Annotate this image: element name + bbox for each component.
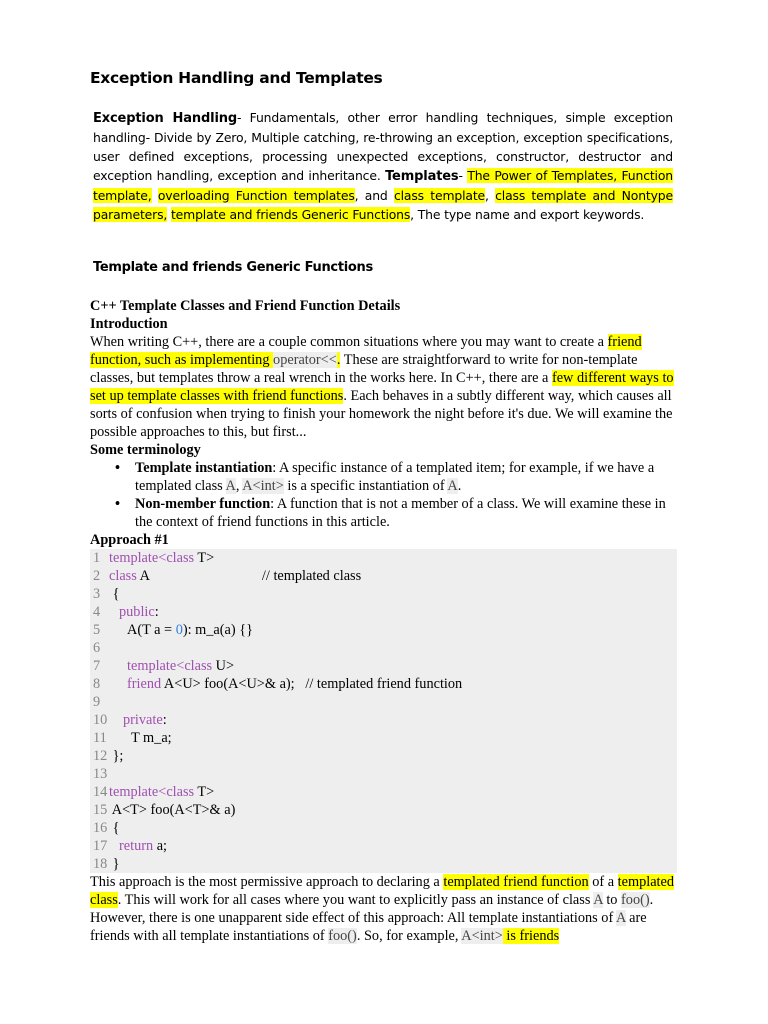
code-line: [93, 675, 677, 693]
intro-paragraph: [90, 333, 680, 441]
line-number: 11: [93, 730, 107, 746]
code-keyword: template: [109, 784, 159, 800]
line-number: 7: [93, 658, 101, 674]
code-line: [93, 801, 677, 819]
line-number: 6: [93, 640, 101, 656]
intro-text: These are straightforward to write for non-template classes, but templates throw a real wrench in the works here. In C++, there are a: [90, 352, 638, 386]
exception-text: - Fundamentals, other error handling techniques, simple exception handling- Divide by Zero, Multiple catching, re-throwing an exception, exception specifications, user defined exceptions, processing unexpected exceptions, constructor, destructor and exception handling, exception and inheritance.: [93, 110, 673, 183]
code-line: [93, 783, 677, 801]
highlight-class-template: class template: [393, 188, 485, 203]
inline-code: operator<<: [273, 352, 337, 368]
term-name: Template instantiation: [135, 460, 273, 476]
code-keyword: friend: [127, 676, 162, 692]
code-line: [93, 729, 677, 747]
line-number: 8: [93, 676, 101, 692]
inline-code: A<int>: [242, 478, 284, 494]
term-text: .: [457, 478, 462, 494]
terminology-list: [90, 459, 680, 531]
line-number: 3: [93, 586, 101, 602]
code-token: <: [158, 550, 167, 566]
inline-code: A: [593, 892, 603, 908]
code-keyword: template: [109, 550, 159, 566]
dash: -: [458, 168, 468, 183]
separator: ,: [485, 188, 496, 203]
term-text: is a specific instantiation of: [283, 478, 448, 494]
intro-text: . Each behaves in a subtly different way, which causes all sorts of confusion when trying to finish your homework the night before it's due. We will examine the possible approaches to this, but first...: [90, 388, 673, 440]
line-number: 9: [93, 694, 101, 710]
code-line: [93, 693, 677, 711]
intro-highlight: .: [336, 352, 341, 368]
code-keyword: class: [109, 568, 137, 584]
body-text: This approach is the most permissive approach to declaring a: [90, 874, 444, 890]
intro-heading: Introduction: [90, 316, 168, 332]
code-token: T>: [194, 550, 215, 566]
exception-label: Exception Handling: [93, 111, 238, 126]
code-line: [93, 747, 677, 765]
body-text: .: [649, 892, 654, 908]
body-text: are friends with all template instantiations of: [90, 910, 647, 944]
highlight-power-of-templates: The Power of Templates, Function template,: [93, 168, 673, 203]
code-line: [93, 855, 677, 873]
list-item: [135, 495, 680, 531]
side-effect-paragraph: [90, 909, 680, 945]
code-line: [93, 639, 677, 657]
separator: , and: [354, 188, 394, 203]
term-text: : A specific instance of a templated item; for example, if we have a templated class: [135, 460, 655, 494]
separator: [152, 188, 158, 203]
body-text: However, there is one unapparent side effect of this approach: All template instantiations of: [90, 910, 617, 926]
term-text: : A function that is not a member of a class. We will examine these in the context of friend functions in this article.: [135, 496, 666, 530]
syllabus-tail: , The type name and export keywords.: [410, 207, 645, 222]
code-line: [93, 585, 677, 603]
line-number: 1: [93, 550, 101, 566]
code-token: };: [109, 748, 124, 764]
list-item: [135, 459, 680, 495]
inline-code: A: [225, 478, 236, 494]
highlight-nontype: class template and Nontype parameters,: [93, 188, 673, 222]
code-token: <: [158, 784, 167, 800]
body-text: . This will work for all cases where you want to explicitly pass an instance of class: [117, 892, 594, 908]
code-token: :: [154, 604, 159, 620]
code-keyword: return: [119, 838, 154, 854]
code-token: {: [109, 820, 120, 836]
code-comment: // templated class: [261, 568, 362, 584]
body-text: of a: [588, 874, 618, 890]
highlight-overloading: overloading Function templates: [157, 188, 355, 203]
text-highlight: is friends: [502, 928, 560, 944]
code-line: [93, 837, 677, 855]
inline-code: foo(): [621, 892, 650, 908]
approach-heading: Approach #1: [90, 532, 169, 548]
code-token: {: [109, 586, 120, 602]
text-highlight: templated friend function: [443, 874, 589, 890]
code-keyword: class: [166, 784, 195, 800]
code-token: A<T> foo(A<T>& a): [109, 802, 236, 818]
article: [90, 297, 680, 945]
intro-highlight: few different ways to set up template classes with friend functions: [90, 370, 674, 404]
code-token: <: [176, 658, 185, 674]
line-number: 13: [93, 766, 108, 782]
code-keyword: class: [166, 550, 195, 566]
line-number: 2: [93, 568, 101, 584]
code-token: T>: [194, 784, 215, 800]
code-token: :: [162, 712, 167, 728]
code-token: A<U> foo(A<U>& a); // templated friend function: [161, 676, 463, 692]
code-line: [93, 711, 677, 729]
code-keyword: template: [127, 658, 177, 674]
page-title: Exception Handling and Templates: [90, 69, 383, 87]
code-line: [93, 657, 677, 675]
code-line: [93, 819, 677, 837]
term-name: Non-member function: [135, 496, 271, 512]
body-text: to: [602, 892, 622, 908]
code-line: [93, 549, 677, 567]
line-number: 5: [93, 622, 101, 638]
inline-code: A: [447, 478, 458, 494]
section-subheading: Template and friends Generic Functions: [93, 260, 373, 275]
line-number: 15: [93, 802, 108, 818]
highlight-friends-generic: template and friends Generic Functions: [170, 207, 411, 222]
body-text: . So, for example,: [356, 928, 462, 944]
templates-label: Templates: [385, 169, 459, 184]
code-token: T m_a;: [131, 730, 172, 746]
explanation-paragraph: [90, 873, 680, 909]
code-token: a;: [153, 838, 168, 854]
inline-code: A: [616, 910, 626, 926]
intro-text: When writing C++, there are a couple common situations where you may want to create a: [90, 334, 608, 350]
term-text: ,: [235, 478, 243, 494]
code-token: A: [136, 568, 150, 584]
code-line: [93, 603, 677, 621]
intro-highlight: friend function, such as implementing: [90, 334, 642, 368]
code-line: [93, 621, 677, 639]
code-token: }: [109, 856, 120, 872]
text-highlight: templated class: [90, 874, 675, 908]
code-line: [93, 765, 677, 783]
code-number: 0: [175, 622, 183, 638]
code-line: [93, 567, 677, 585]
line-number: 16: [93, 820, 108, 836]
line-number: 18: [93, 856, 108, 872]
line-number: 14: [93, 784, 108, 800]
article-heading: C++ Template Classes and Friend Function Details: [90, 298, 401, 314]
code-keyword: public: [119, 604, 155, 620]
code-token: ): m_a(a) {}: [182, 622, 253, 638]
code-block: [90, 549, 677, 873]
line-number: 4: [93, 604, 101, 620]
code-token: A(T a =: [127, 622, 176, 638]
inline-code: foo(): [328, 928, 357, 944]
inline-code: A<int>: [461, 928, 503, 944]
syllabus-paragraph: [93, 108, 673, 224]
code-keyword: private: [123, 712, 163, 728]
code-token: U>: [212, 658, 235, 674]
line-number: 17: [93, 838, 108, 854]
code-keyword: class: [184, 658, 213, 674]
terminology-heading: Some terminology: [90, 442, 201, 458]
line-number: 10: [93, 712, 108, 728]
line-number: 12: [93, 748, 108, 764]
